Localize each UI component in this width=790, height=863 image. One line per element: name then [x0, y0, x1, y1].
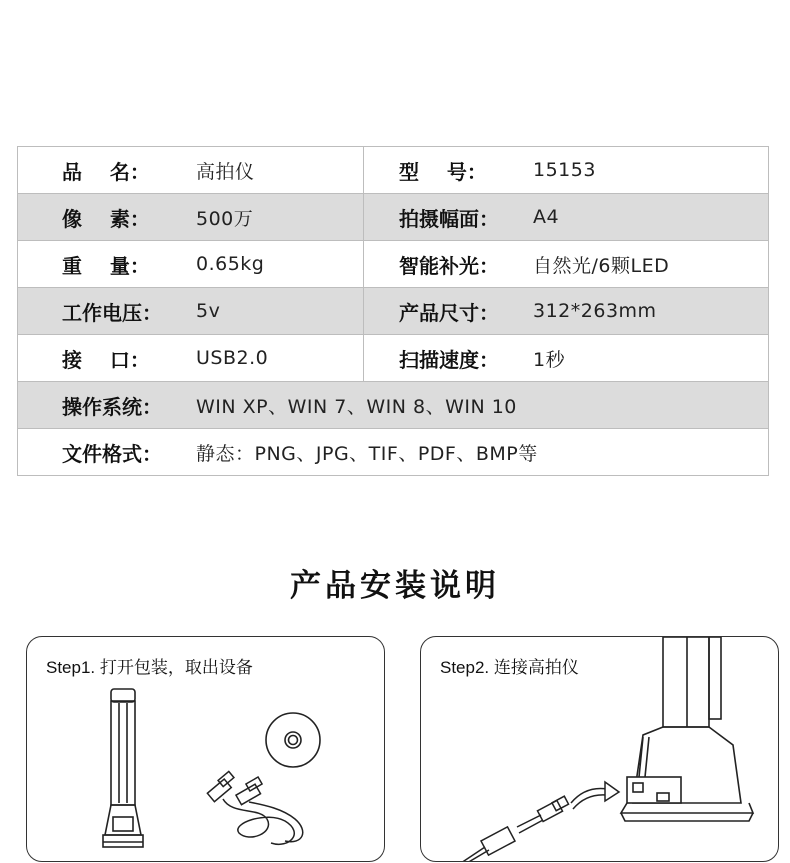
spec-value: 静态：PNG、JPG、TIF、PDF、BMP等: [196, 442, 538, 465]
spec-cell: [18, 241, 364, 287]
step1-title: Step1. 打开包装，取出设备: [46, 658, 253, 677]
spec-label: 智能补光：: [399, 253, 499, 278]
connect-arrow-icon: [571, 782, 619, 809]
step2-card: [420, 636, 779, 862]
spec-row-interface-speed: [18, 334, 768, 381]
spec-value: WIN XP、WIN 7、WIN 8、WIN 10: [196, 395, 517, 418]
cd-disc-icon: [266, 713, 320, 767]
install-section-title: 产品安装说明: [290, 568, 500, 604]
spec-label: 工作电压：: [62, 300, 162, 325]
spec-cell: [18, 429, 768, 475]
spec-label: 文件格式：: [62, 441, 162, 466]
spec-row-pixels-area: [18, 193, 768, 240]
step1-illustration: [27, 637, 385, 862]
spec-value: 312*263mm: [533, 300, 657, 322]
spec-value: 自然光/6颗LED: [533, 254, 670, 277]
spec-label: 扫描速度：: [399, 347, 499, 372]
spec-value: 1秒: [533, 348, 566, 371]
spec-row-name-model: [18, 147, 768, 193]
step2-title: Step2. 连接高拍仪: [440, 658, 579, 677]
spec-cell: [18, 194, 364, 240]
spec-label: 重 量：: [62, 253, 150, 278]
spec-value: 高拍仪: [196, 160, 255, 183]
usb-cable-icon: [461, 796, 569, 862]
spec-label: 接 口：: [62, 347, 150, 372]
spec-label: 操作系统：: [62, 394, 162, 419]
spec-label: 产品尺寸：: [399, 300, 499, 325]
document-camera-icon: [621, 637, 753, 821]
spec-row-os: [18, 381, 768, 428]
spec-cell: [364, 288, 768, 334]
step1-card: [26, 636, 385, 862]
spec-label: 拍摄幅面：: [399, 206, 499, 231]
spec-cell: [18, 382, 768, 428]
spec-cell: [364, 194, 768, 240]
spec-row-file-format: [18, 428, 768, 475]
spec-label: 品 名：: [62, 159, 150, 184]
spec-value: 5v: [196, 300, 221, 322]
spec-label: 型 号：: [399, 159, 487, 184]
spec-value: 15153: [533, 159, 596, 181]
spec-table: [17, 146, 769, 476]
spec-label: 像 素：: [62, 206, 150, 231]
spec-value: USB2.0: [196, 347, 269, 369]
spec-value: 0.65kg: [196, 253, 265, 275]
step2-illustration: [421, 637, 779, 862]
spec-row-weight-light: [18, 240, 768, 287]
usb-cable-icon: [207, 771, 302, 844]
spec-cell: [18, 288, 364, 334]
spec-value: A4: [533, 206, 560, 228]
spec-cell: [364, 147, 768, 193]
document-camera-icon: [103, 689, 143, 847]
spec-cell: [364, 335, 768, 381]
spec-cell: [364, 241, 768, 287]
spec-value: 500万: [196, 207, 254, 230]
spec-row-voltage-size: [18, 287, 768, 334]
spec-cell: [18, 335, 364, 381]
spec-cell: [18, 147, 364, 193]
